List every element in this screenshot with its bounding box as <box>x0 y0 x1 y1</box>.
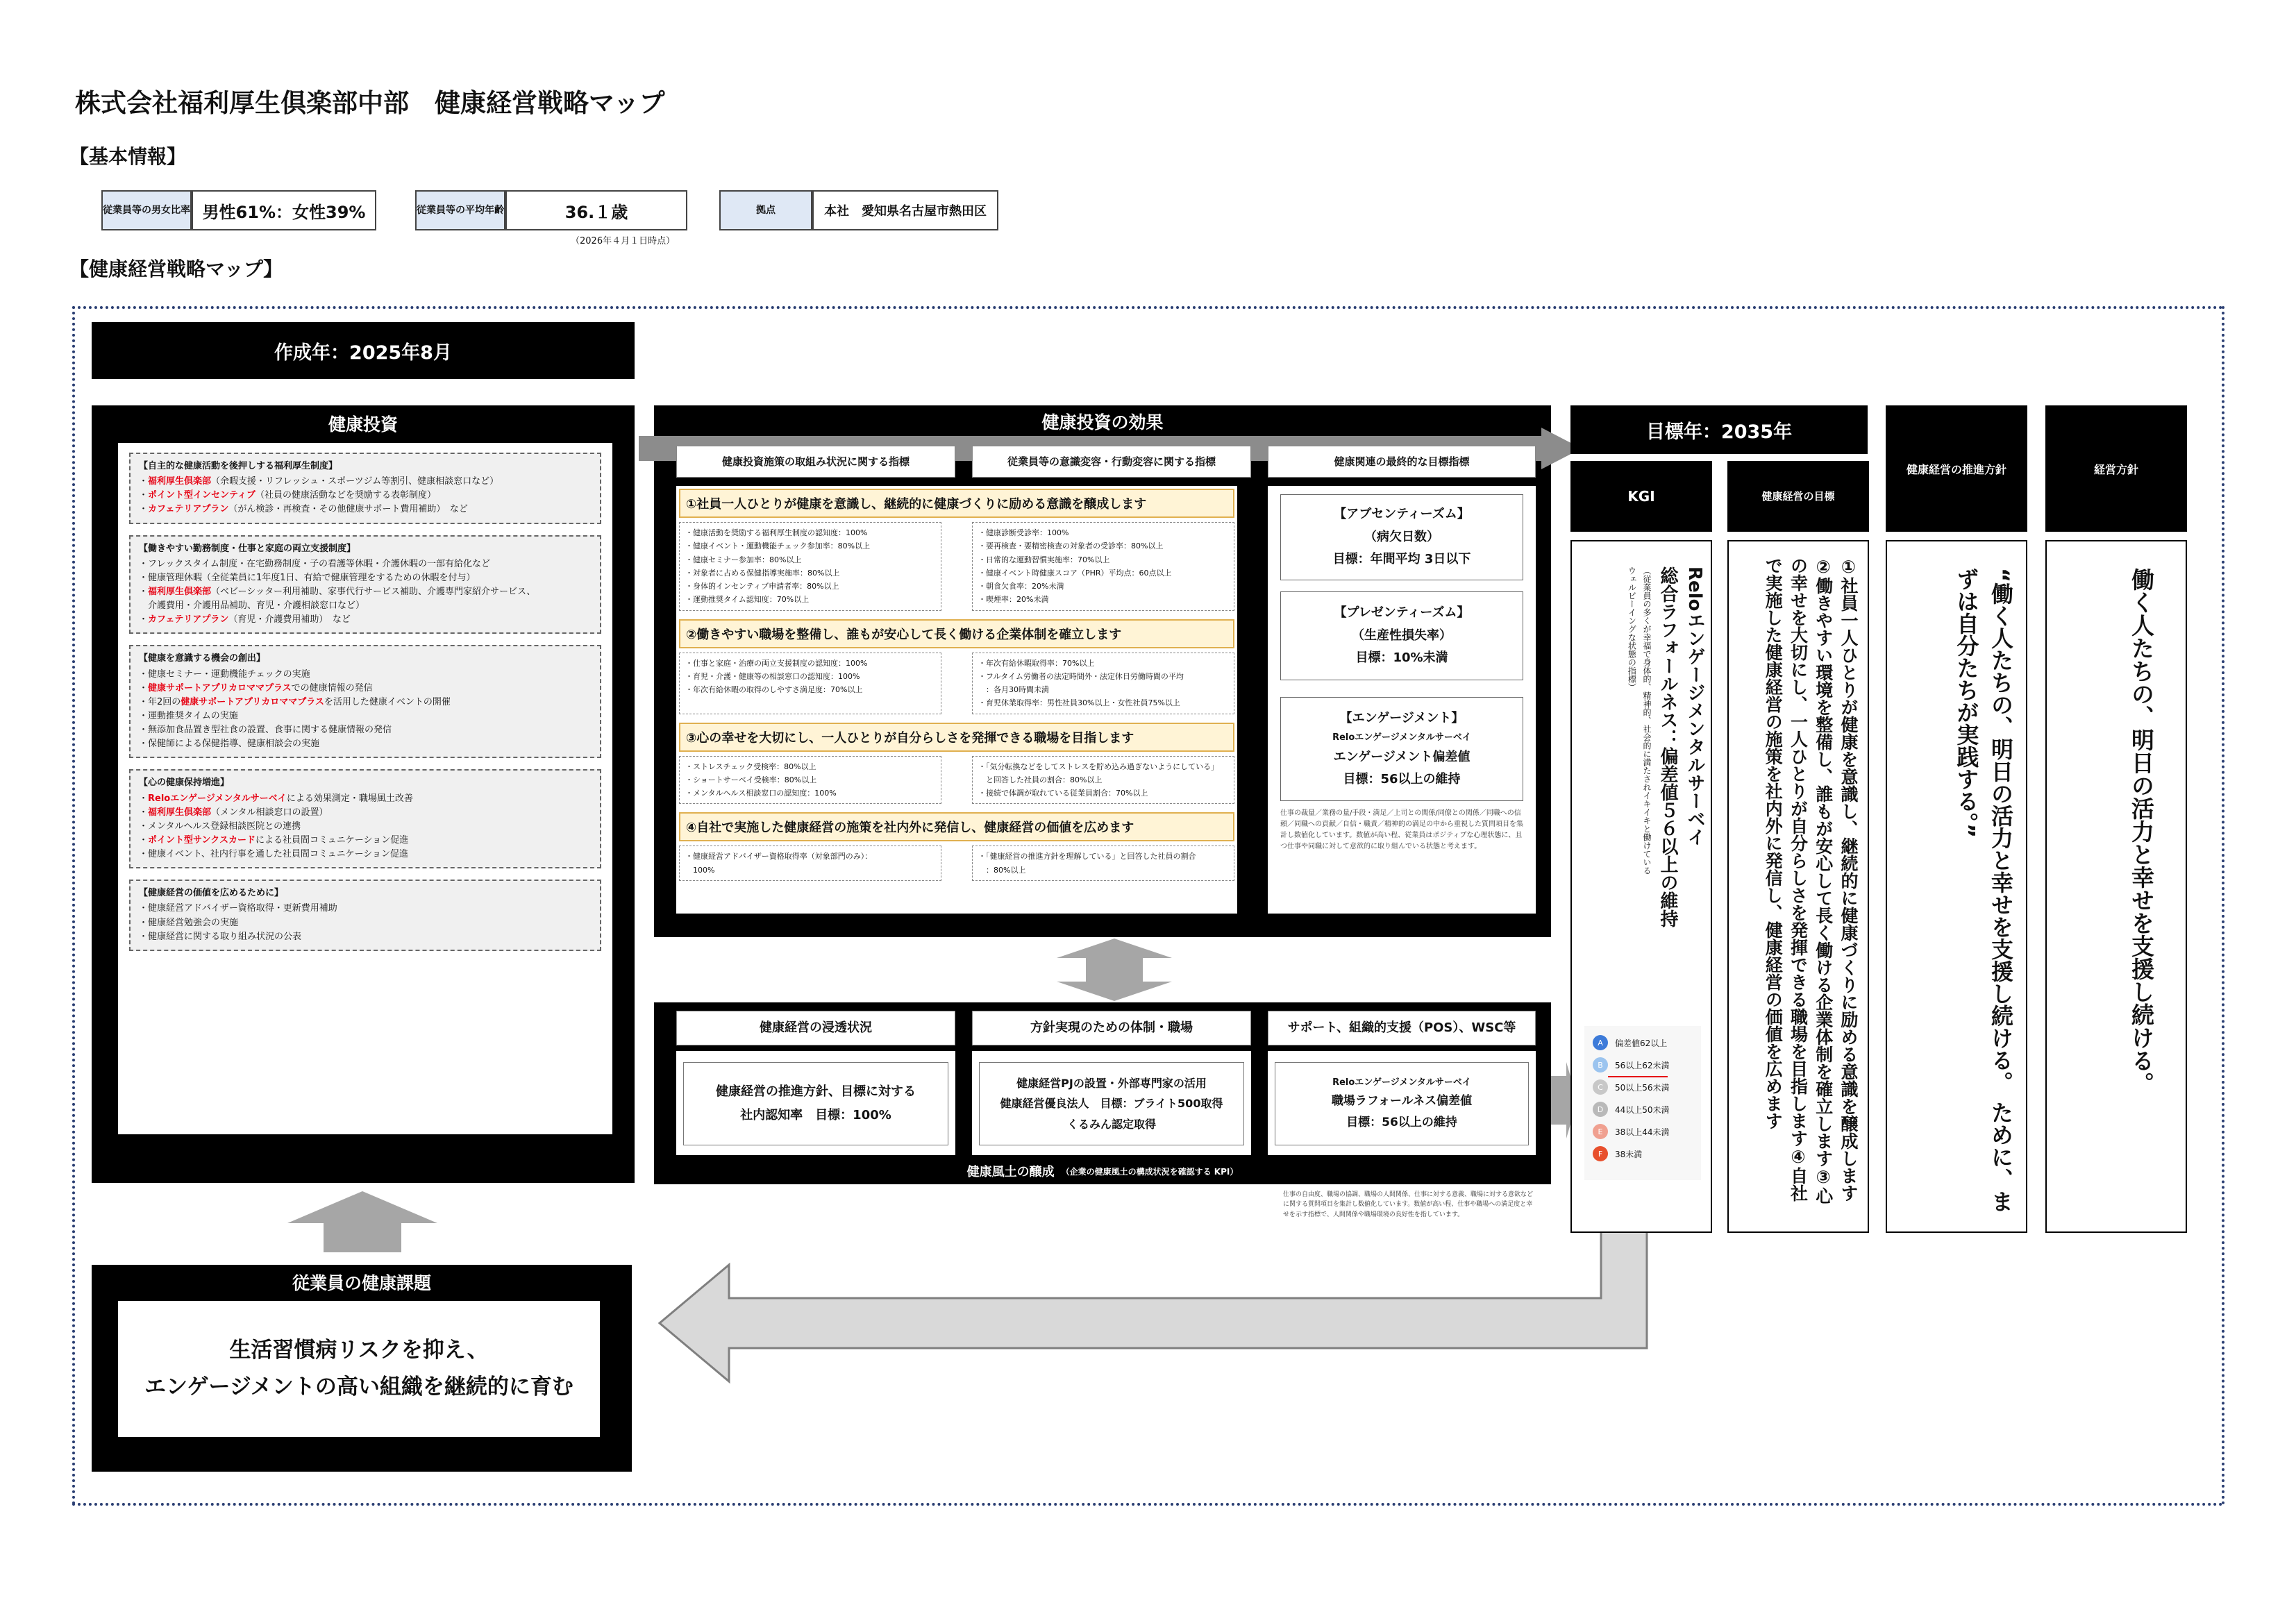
kpi-item: ・育児休業取得率：男性社員30%以上・女性社員75%以上 <box>978 698 1180 708</box>
objective-line: ④自社で実施した健康経営の施策を社内外に発信し、健康経営の価値を広めます <box>1763 557 1809 1202</box>
kgi-legend-row <box>1593 1120 1693 1143</box>
effect-row-right-kpi <box>972 522 1234 611</box>
investment-item: ・Reloエンゲージメンタルサーベイによる効果測定・職場風土改善 <box>139 793 413 804</box>
kpi-item: ・健康診断受診率：100% <box>978 528 1069 537</box>
goal-engagement-line: エンゲージメント偏差値 <box>1333 749 1470 764</box>
investment-item: ・健康管理休暇（全従業員に1年度1日、有給で健康管理をするための休暇を付与） <box>139 572 476 583</box>
effect-row-title: ③心の幸せを大切にし、一人ひとりが自分らしさを発揮できる職場を目指します <box>679 723 1234 752</box>
objective-line: ③心の幸せを大切にし、一人ひとりが自分らしさを発揮できる職場を目指します <box>1788 557 1834 1204</box>
effects-col-1-header: 健康投資施策の取組み状況に関する指標 <box>676 446 955 478</box>
issues-content <box>118 1301 600 1437</box>
foundation-footer-title: 健康風土の醸成 <box>966 1165 1055 1179</box>
foundation-col-1-header: 健康経営の浸透状況 <box>676 1011 955 1045</box>
goal-absenteeism-head: 【アブセンティーズム】 <box>1334 507 1470 522</box>
objectives-text <box>1736 557 1861 1216</box>
effects-header: 健康投資の効果 <box>654 405 1551 437</box>
investment-item-highlight: 福利厚生倶楽部 <box>148 586 212 597</box>
kpi-item: ・「健康経営の推進方針を理解している」と回答した社員の割合 <box>978 852 1196 861</box>
goal-engagement-head: 【エンゲージメント】 <box>1339 710 1464 725</box>
goal-engagement-sub: Reloエンゲージメンタルサーベイ <box>1332 732 1471 743</box>
effect-row-left-kpi <box>679 522 941 611</box>
age-date-note: （2026年４月１日時点） <box>571 236 676 246</box>
feedback-arrow-icon <box>653 1180 1680 1388</box>
investment-item: ・フレックスタイム制度・在宅勤務制度・子の看護等休暇・介護休暇の一部有給化など <box>139 558 490 569</box>
effect-row-left-kpi <box>679 756 941 805</box>
effect-row-right-kpi <box>972 653 1234 714</box>
up-arrow-icon <box>286 1190 439 1254</box>
kpi-item: ・日常的な運動習慣実施率：70%以上 <box>978 555 1110 564</box>
investment-item-highlight: Reloエンゲージメンタルサーベイ <box>148 793 287 804</box>
investment-item: ・運動推奨タイムの実施 <box>139 710 238 721</box>
kgi-sub: （従業員の多くが幸福で身体的、精神的、社会的に満たされイキイキと働けている <box>1642 566 1652 875</box>
kgi-legend-label: 56以上62未満 <box>1615 1060 1670 1070</box>
effect-row-title: ②働きやすい職場を整備し、誰もが安心して長く働ける企業体制を確立します <box>679 619 1234 648</box>
kpi-item: ・健康イベント時健康スコア（PHR）平均点：60点以上 <box>978 568 1172 578</box>
effect-row-kpis <box>679 756 1234 805</box>
kgi-main-1: Reloエンゲージメンタルサーベイ <box>1684 566 1705 846</box>
investment-item: ・保健師による保健指導、健康相談会の実施 <box>139 739 320 750</box>
objective-line: ②働きやすい環境を整備し、誰もが安心して長く働ける企業体制を確立します <box>1813 557 1834 1167</box>
investment-group-title: 【働きやすい勤務制度・仕事と家庭の両立支援制度】 <box>139 543 356 554</box>
kgi-main-2: 総合ラフォールネス：偏差値５６以上の維持 <box>1657 566 1678 927</box>
investment-group <box>129 880 601 951</box>
investment-item-highlight: カフェテリアプラン <box>148 614 229 625</box>
investment-item-highlight: 健康サポートアプリカロママプラス <box>181 696 324 707</box>
investment-group <box>129 769 601 868</box>
effect-row-kpis <box>679 846 1234 881</box>
average-age-value: 36.１歳 <box>505 190 687 230</box>
legend-dot-icon: E <box>1593 1124 1608 1139</box>
kpi-item: ・育児・介護・健康等の相談窓口の認知度：100% <box>685 671 860 681</box>
foundation-box-2-line-1: 健康経営PJの設置・外部専門家の活用 <box>1016 1076 1207 1090</box>
foundation-box-2-line-3: くるみん認定取得 <box>1066 1117 1156 1131</box>
basic-info-label: 【基本情報】 <box>69 145 187 168</box>
investment-item: ・福利厚生倶楽部（ベビーシッター利用補助、家事代行サービス補助、介護専門家紹介サービス、 <box>139 586 536 597</box>
effects-col-2-header: 従業員等の意識変容・行動変容に関する指標 <box>972 446 1251 478</box>
investment-item: ・福利厚生倶楽部（余暇支援・リフレッシュ・スポーツジム等割引、健康相談窓口など） <box>139 476 499 487</box>
legend-dot-icon: B <box>1593 1057 1608 1073</box>
investment-item: ・福利厚生倶楽部（メンタル相談窓口の設置） <box>139 807 328 818</box>
effects-col-3-header: 健康関連の最終的な目標指標 <box>1268 446 1536 478</box>
kpi-item: ・ストレスチェック受検率：80%以上 <box>685 762 816 771</box>
kgi-text <box>1576 566 1708 1011</box>
kpi-item: ・朝食欠食率：20%未満 <box>978 582 1064 591</box>
kgi-legend-row <box>1593 1054 1693 1076</box>
legend-dot-icon: A <box>1593 1035 1608 1050</box>
kpi-item: ・健康活動を奨励する福利厚生制度の認知度：100% <box>685 528 868 537</box>
investment-group-title: 【自主的な健康活動を後押しする福利厚生制度】 <box>139 461 338 471</box>
kgi-legend-label: 38未満 <box>1615 1149 1643 1159</box>
target-year-banner: 目標年：2035年 <box>1570 405 1868 454</box>
objective-line: ①社員一人ひとりが健康を意識し、継続的に健康づくりに励める意識を醸成します <box>1838 557 1859 1202</box>
policy-line-2: ために、まずは自分たちが実践する。” <box>1953 568 2014 1213</box>
policy-line-1: “働く人たちの、明日の活力と幸せを支援し続ける。 <box>1988 568 2014 1094</box>
investment-item-highlight: 福利厚生倶楽部 <box>148 476 212 487</box>
mgmt-text: 働く人たちの、明日の活力と幸せを支援し続ける。 <box>2128 568 2155 1095</box>
issues-line-1: 生活習慣病リスクを抑え、 <box>229 1338 489 1363</box>
mgmt-header: 経営方針 <box>2045 405 2187 532</box>
foundation-box-1-line-2: 社内認知率 目標：100% <box>740 1108 891 1122</box>
kpi-item: ・身体的インセンティブ申請者率：80%以上 <box>685 582 839 591</box>
foundation-footer-note: （企業の健康風土の構成状況を確認する KPI） <box>1061 1166 1239 1177</box>
strategy-map-label: 【健康経営戦略マップ】 <box>69 258 283 280</box>
investment-item: ・健康サポートアプリカロママプラスでの健康情報の発信 <box>139 682 373 693</box>
investment-item: ・ポイント型インセンティブ（社員の健康活動などを奨励する表彰制度） <box>139 490 436 501</box>
kpi-item: ・接続で体調が取れている従業員割合：70%以上 <box>978 789 1148 798</box>
kpi-item: ・要再検査・要精密検査の対象者の受診率：80%以上 <box>978 541 1164 551</box>
effect-rows <box>679 489 1234 889</box>
investment-item: ・健康経営勉強会の実施 <box>139 917 239 928</box>
kgi-legend-row <box>1593 1143 1693 1165</box>
investment-item: ・ポイント型サンクスカードによる社員間コミュニケーション促進 <box>139 834 409 846</box>
investment-item: ・年2回の健康サポートアプリカロママプラスを活用した健康イベントの開催 <box>139 696 451 707</box>
legend-dot-icon: F <box>1593 1146 1608 1161</box>
foundation-box-3-line-1: 職場ラフォールネス偏差値 <box>1331 1094 1473 1109</box>
investment-group <box>129 645 601 758</box>
kpi-item: ・フルタイム労働者の法定時間外・法定休日労働時間の平均 <box>978 671 1184 681</box>
effect-row-title: ④自社で実施した健康経営の施策を社内外に発信し、健康経営の価値を広めます <box>679 812 1234 841</box>
investment-item: 介護費用・介護用品補助、育児・介護相談窓口など） <box>139 600 365 612</box>
investment-item: ・カフェテリアプラン（がん検診・再検査・その他健康サポート費用補助） など <box>139 504 468 515</box>
kgi-legend <box>1584 1026 1701 1180</box>
investment-item-highlight: 福利厚生倶楽部 <box>148 807 212 818</box>
average-age-key: 従業員等の平均年齢 <box>415 190 505 230</box>
foundation-box-1-line-1: 健康経営の推進方針、目標に対する <box>716 1084 916 1099</box>
kpi-item: ・メンタルヘルス相談窓口の認知度：100% <box>685 789 837 798</box>
policy-text <box>1895 568 2018 1220</box>
investment-item-highlight: カフェテリアプラン <box>148 504 229 515</box>
double-arrow-icon <box>1055 939 1173 1001</box>
foundation-col-3-header: サポート、組織的支援（POS）、WSC等 <box>1268 1011 1536 1045</box>
kpi-item: ：80%以上 <box>978 865 1026 875</box>
legend-dot-icon: D <box>1593 1102 1608 1117</box>
foundation-box-2 <box>979 1062 1244 1145</box>
investment-item: ・健康セミナー・運動機能チェックの実施 <box>139 668 310 680</box>
kpi-item: ・年次有給休暇の取得のしやすさ満足度：70%以上 <box>685 685 863 694</box>
effect-row-title: ①社員一人ひとりが健康を意識し、継続的に健康づくりに励める意識を醸成します <box>679 489 1234 518</box>
investment-item: ・健康イベント、社内行事を通した社員間コミュニケーション促進 <box>139 849 409 860</box>
investment-groups <box>129 453 601 962</box>
foundation-box-2-line-2: 健康経営優良法人 目標：ブライト500取得 <box>1000 1097 1223 1111</box>
goal-absenteeism-sub: （病欠日数） <box>1364 529 1439 544</box>
kpi-item: ・年次有給休暇取得率：70%以上 <box>978 658 1095 668</box>
issues-header: 従業員の健康課題 <box>92 1265 632 1300</box>
investment-item-highlight: ポイント型インセンティブ <box>148 490 255 501</box>
kgi-legend-label: 50以上56未満 <box>1615 1082 1670 1093</box>
investment-item: ・健康経営に関する取り組み状況の公表 <box>139 931 302 942</box>
kpi-item: ・喫煙率：20%未満 <box>978 595 1049 605</box>
foundation-box-1 <box>683 1062 948 1145</box>
investment-group-title: 【心の健康保持増進】 <box>139 777 230 789</box>
gender-ratio-key: 従業員等の男女比率 <box>101 190 192 230</box>
goal-engagement-target: 目標：56以上の維持 <box>1343 771 1461 787</box>
kpi-item: 100% <box>685 865 715 875</box>
kgi-legend-row <box>1593 1098 1693 1120</box>
document-title: 株式会社福利厚生倶楽部中部 健康経営戦略マップ <box>75 88 665 118</box>
investment-group <box>129 535 601 634</box>
foundation-box-3 <box>1275 1062 1529 1145</box>
goal-presenteeism-sub: （生産性損失率） <box>1352 628 1452 643</box>
investment-item: ・健康経営アドバイザー資格取得・更新費用補助 <box>139 903 337 914</box>
foundation-box-3-sub: Reloエンゲージメンタルサーベイ <box>1332 1077 1471 1088</box>
issues-line-2: エンゲージメントの高い組織を継続的に育む <box>144 1374 573 1399</box>
investment-item: ・メンタルヘルス登録相談医院との連携 <box>139 821 301 832</box>
effect-row-left-kpi <box>679 653 941 714</box>
investment-item: ・無添加食品置き型社食の設置、食事に関する健康情報の発信 <box>139 725 392 736</box>
foundation-col-2-header: 方針実現のための体制・職場 <box>972 1011 1251 1045</box>
kgi-sub-2: ウェルビーイングな状態の指標） <box>1627 566 1637 691</box>
gender-ratio-value: 男性61%：女性39% <box>192 190 376 230</box>
kpi-item: ・ショートサーベイ受検率：80%以上 <box>685 775 817 784</box>
base-value: 本社 愛知県名古屋市熱田区 <box>812 190 998 230</box>
foundation-box-3-line-2: 目標：56以上の維持 <box>1346 1115 1457 1129</box>
goal-presenteeism-head: 【プレゼンティーズム】 <box>1334 605 1470 621</box>
investment-item-highlight: ポイント型サンクスカード <box>148 834 255 846</box>
policy-header: 健康経営の推進方針 <box>1886 405 2027 532</box>
kpi-item: ：各月30時間未満 <box>978 685 1049 694</box>
base-key: 拠点 <box>719 190 812 230</box>
kgi-legend-label: 44以上50未満 <box>1615 1104 1670 1115</box>
kgi-legend-row <box>1593 1076 1693 1098</box>
investment-group-title: 【健康を意識する機会の創出】 <box>139 653 266 664</box>
effect-row-left-kpi <box>679 846 941 881</box>
kpi-item: ・健康セミナー参加率：80%以上 <box>685 555 802 564</box>
foundation-footer <box>654 1159 1551 1183</box>
goal-engagement <box>1280 697 1523 801</box>
goal-presenteeism <box>1280 591 1523 680</box>
kgi-header: KGI <box>1570 461 1712 532</box>
kpi-item: と回答した社員の割合：80%以上 <box>978 775 1103 784</box>
kpi-item: ・運動推奨タイム認知度：70%以上 <box>685 595 810 605</box>
goal-absenteeism <box>1280 494 1523 580</box>
legend-dot-icon: C <box>1593 1079 1608 1095</box>
foundation-note: 仕事の自由度、職場の協調、職場の人間関係、仕事に対する意義、職場に対する意欲などに関する質問項目を集計し数値化しています。数値が高い程、仕事や職場への満足度と幸せを示す指標で、人間関係や職場環境の良好性を指しています。 <box>1283 1191 1534 1218</box>
kgi-legend-label: 偏差値62以上 <box>1615 1038 1668 1048</box>
effect-row-right-kpi <box>972 846 1234 881</box>
goals-note: 仕事の裁量／業務の量/手段・満足／上司との関係/同僚との関係／同職への信頼／同職への貢献／自信・職責／精神的の満足の中から重視した質問項目を集計し数値化しています。数値が高い程、従業員はポジティブな心理状態に、且つ仕事や同職に対して意欲的に取り組んでいる状態と考えます。 <box>1280 809 1523 850</box>
investment-item-highlight: 健康サポートアプリカロママプラス <box>148 682 292 693</box>
objectives-header: 健康経営の目標 <box>1727 461 1869 532</box>
kpi-item: ・「気分転換などをしてストレスを貯め込み過ぎないようにしている」 <box>978 762 1219 771</box>
kpi-item: ・対象者に占める保健指導実施率：80%以上 <box>685 568 840 578</box>
kgi-legend-highlight-line <box>1608 1076 1668 1077</box>
investment-group <box>129 453 601 524</box>
kpi-item: ・健康イベント・運動機能チェック参加率：80%以上 <box>685 541 871 551</box>
kgi-legend-label: 38以上44未満 <box>1615 1127 1670 1137</box>
investment-item: ・カフェテリアプラン（育児・介護費用補助） など <box>139 614 351 625</box>
created-year-banner: 作成年：2025年8月 <box>92 322 635 379</box>
goal-absenteeism-target: 目標：年間平均 3日以下 <box>1332 552 1471 567</box>
effect-row-right-kpi <box>972 756 1234 805</box>
kgi-legend-row <box>1593 1032 1693 1054</box>
kpi-item: ・仕事と家庭・治療の両立支援制度の認知度：100% <box>685 658 868 668</box>
effect-row-kpis <box>679 522 1234 611</box>
investment-group-title: 【健康経営の価値を広めるために】 <box>139 888 284 899</box>
investment-header: 健康投資 <box>92 405 635 442</box>
effect-row-kpis <box>679 653 1234 714</box>
goal-presenteeism-target: 目標：10%未満 <box>1355 650 1448 666</box>
kpi-item: ・健康経営アドバイザー資格取得率（対象部門のみ）： <box>685 852 873 861</box>
